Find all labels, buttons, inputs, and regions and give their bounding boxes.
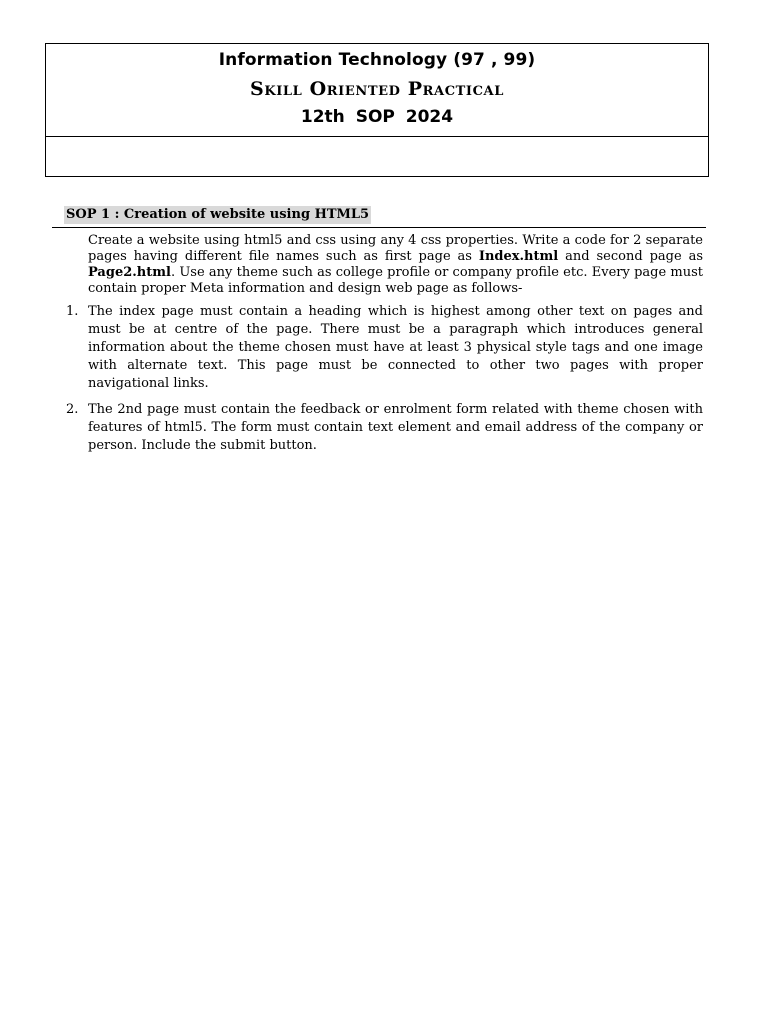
intro-text-1: Create a website using html5 and css using any 4 css properties. Write a code for 2 separate pages having different file names such as first page as <box>88 233 703 264</box>
practical-title: Skill Oriented Practical <box>250 78 504 100</box>
file-name-page2: Page2.html <box>88 265 171 280</box>
list-item-number: 2. <box>66 402 79 417</box>
header-title-block <box>46 44 708 137</box>
header-empty-row <box>46 137 708 176</box>
list-item-number: 1. <box>66 304 79 319</box>
subject-title: Information Technology (97 , 99) <box>218 50 536 70</box>
sop-heading: SOP 1 : Creation of website using HTML5 <box>66 207 370 222</box>
list-item-text: The index page must contain a heading which is highest among other text on pages and must be at centre of the page. There must be a paragraph which introduces general information about the theme chosen must have at least 3 physical style tags and one image with alternate text. This page must be connected to other two pages with proper navigational links. <box>88 304 703 391</box>
list-item <box>66 401 703 455</box>
sop-heading-row <box>52 205 706 228</box>
sop-year: 12th SOP 2024 <box>300 107 454 127</box>
sop-intro <box>88 233 703 297</box>
header-box <box>45 43 709 177</box>
sop-content <box>66 233 703 463</box>
list-item <box>66 303 703 393</box>
intro-text-3: . Use any theme such as college profile or company profile etc. Every page must contain proper Meta information and design web page as follows- <box>88 265 703 296</box>
task-list <box>66 303 703 455</box>
list-item-text: The 2nd page must contain the feedback or enrolment form related with theme chosen with features of html5. The form must contain text element and email address of the company or person. Include the submit button. <box>88 402 703 453</box>
file-name-index: Index.html <box>478 249 559 264</box>
intro-text-2: and second page as <box>558 249 703 264</box>
